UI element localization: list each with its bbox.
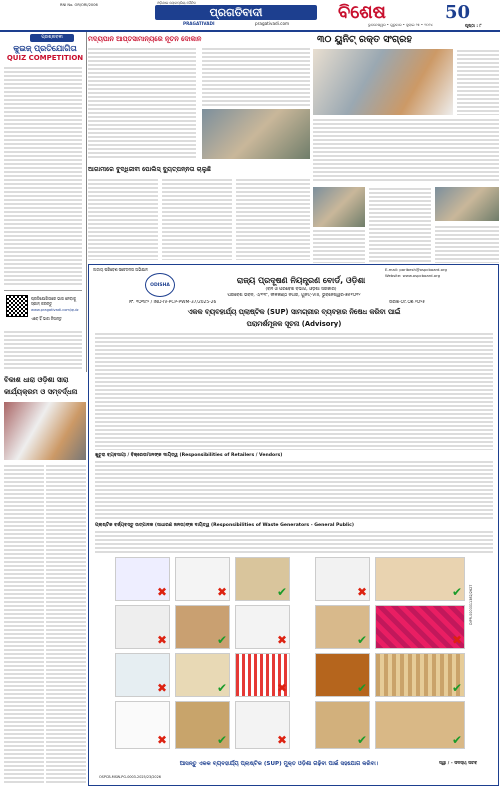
product-stirrers xyxy=(235,605,290,649)
women-story-body-1 xyxy=(88,178,158,260)
development-body-1 xyxy=(4,464,44,784)
quiz-footer-note: ପ୍ରତିଯୋଗିତାରେ ଭାଗ ନେବାକୁ ସ୍କାନ୍ କରନ୍ତୁ xyxy=(31,296,76,307)
right-story xyxy=(313,185,499,263)
tick-icon: ✔ xyxy=(356,681,367,695)
ad-footer-slogan: ଆସନ୍ତୁ ଏକକ ବ୍ୟବହାର୍ଯ୍ୟ ପ୍ଲାଷ୍ଟିକ (SUP) ମୁକ୍ତ ଓଡ଼ିଶା ଗଢ଼ିବା ପାଇଁ ସହଯୋଗ କରିବା। xyxy=(179,761,379,767)
women-story-body-3 xyxy=(236,178,310,260)
cross-icon: ✖ xyxy=(276,681,287,695)
quiz-column xyxy=(2,32,84,372)
ad-dpr-code: OSPCB-MSW-PG-0003-2025/23/2026 xyxy=(99,775,161,779)
ad-intro-text xyxy=(95,332,493,450)
ad-retailer-text xyxy=(95,460,493,520)
column-divider-left xyxy=(86,32,87,372)
right-story-body-1 xyxy=(313,229,365,263)
logo-english: PRAGATIVADI xyxy=(183,21,215,26)
qr-code[interactable] xyxy=(6,295,28,317)
right-story-photo-2 xyxy=(435,187,499,221)
reg-no: RNI No. OR/ORI/2006 xyxy=(60,3,98,7)
product-plastic-plates xyxy=(175,557,230,601)
blood-story-photo xyxy=(313,49,453,115)
ad-side-code: DIPR-0000011382/2627 xyxy=(469,584,473,625)
cross-icon: ✖ xyxy=(156,681,167,695)
right-story-body-3 xyxy=(435,225,499,263)
development-headline-1: ବିକାଶ ଧାରା ଓଡ଼ିଶା ସାରା xyxy=(4,376,69,384)
cross-icon: ✖ xyxy=(356,585,367,599)
blood-story-body xyxy=(313,118,499,183)
ad-contact-email[interactable]: E-mail: paribesh@ospcboard.org xyxy=(385,267,447,272)
women-story xyxy=(88,164,310,262)
product-grid xyxy=(95,557,493,757)
product-bamboo-items xyxy=(375,653,465,697)
product-plastic-straws xyxy=(235,653,290,697)
women-story-headline: ଆଗାମୀରେ ବୁଦ୍ଧିଜୀବୀ ପୋଲିସ୍ ବ୍ୟୁତ୍ପନ୍ନତା ଚାଲୁଛି xyxy=(88,166,211,173)
ad-title: ଏକକ ବ୍ୟବହାର୍ଯ୍ୟ ପ୍ଲାଷ୍ଟିକ (SUP) ସାମଗ୍ରୀର ବ୍ୟବହାର ନିଷେଧ କରିବା ପାଇଁ xyxy=(187,308,401,316)
product-plastic-cutlery xyxy=(115,557,170,601)
quiz-footer-url[interactable]: www.pragativadi.com/quiz xyxy=(31,308,79,312)
section-title: ବିଶେଷ xyxy=(338,2,386,23)
logo-tagline: ଓଡ଼ିଶାର ଲୋକପ୍ରିୟ ଦୈନିକ xyxy=(157,1,197,5)
cross-icon: ✖ xyxy=(276,733,287,747)
top-story xyxy=(88,33,310,163)
blood-story xyxy=(313,33,499,183)
ref-no: ନଂ. ୧୦୩୯୨ / IND-IV-PCP-PWM-37/2025-26 xyxy=(129,300,217,305)
quiz-heading-english: QUIZ COMPETITION xyxy=(6,54,84,62)
product-jute-bags xyxy=(175,701,230,749)
quiz-heading-odia: କୁଇଜ୍ ପ୍ରତିଯୋଗିତା xyxy=(13,43,77,53)
development-headline-2: କାର୍ଯ୍ୟକ୍ରମ ଓ ସମ୍ବର୍ଦ୍ଧନା xyxy=(4,388,78,396)
women-story-body-2 xyxy=(162,178,232,260)
tick-icon: ✔ xyxy=(216,733,227,747)
ad-contact-web[interactable]: Website: www.ospcboard.org xyxy=(385,273,440,278)
development-story xyxy=(2,374,86,786)
product-leaf-plates xyxy=(235,557,290,601)
blood-story-headline: ୩୦ ୟୁନିଟ୍ ରକ୍ତ ସଂଗ୍ରହ xyxy=(317,34,412,45)
cross-icon: ✖ xyxy=(451,633,462,647)
ad-small-print: ଜାତୀୟ ପରିବେଶ ସଚେତନତା ଅଭିଯାନ xyxy=(93,267,148,272)
top-story-body-1 xyxy=(88,47,196,159)
product-areca-plates xyxy=(375,701,465,749)
right-story-photo-1 xyxy=(313,187,365,227)
cross-icon: ✖ xyxy=(156,633,167,647)
cross-icon: ✖ xyxy=(156,585,167,599)
product-earthen-cups xyxy=(315,653,370,697)
ref-date: ତାରିଖ-୦୯.୦୭.୨୦୨୫ xyxy=(389,300,425,305)
cross-icon: ✖ xyxy=(216,585,227,599)
website: pragativadi.com xyxy=(255,21,290,26)
tick-icon: ✔ xyxy=(216,681,227,695)
product-paper-straws xyxy=(375,557,465,601)
quiz-questions xyxy=(4,66,82,286)
tick-icon: ✔ xyxy=(451,733,462,747)
board-logo-text: ODISHA xyxy=(150,283,170,288)
tick-icon: ✔ xyxy=(276,585,287,599)
top-story-body-2 xyxy=(202,47,310,107)
product-decor-items xyxy=(375,605,465,649)
product-paper-bags xyxy=(175,605,230,649)
board-address: ପରିବେଶ ଭବନ, ଏ/୧୧୮, ନୀଳକଣ୍ଠ ନଗର, ୟୁନିଟ୍-VIII, ଭୁବନେଶ୍ୱର-୭୫୧୦୧୨ xyxy=(227,293,361,298)
logo-text: ପ୍ରଗତିବାଦୀ xyxy=(155,5,317,20)
cross-icon: ✖ xyxy=(156,733,167,747)
tick-icon: ✔ xyxy=(451,681,462,695)
quiz-promo xyxy=(4,290,82,330)
product-balloon-sticks xyxy=(235,701,290,749)
product-cloth-bag xyxy=(175,653,230,697)
anniversary-emblem xyxy=(445,2,473,24)
product-plastic-bags xyxy=(115,701,170,749)
ad-section-retailers: ଖୁଚୁରା ବ୍ୟବସାୟୀ / ବିକ୍ରେତାମାନଙ୍କ ଦାୟିତ୍ୱ (Responsibilities of Retailers / Vendors) xyxy=(95,453,283,458)
sup-advertisement xyxy=(88,264,499,786)
board-department: (ବନ ଓ ପରିବେଶ ବିଭାଗ, ଓଡ଼ିଶା ସରକାର) xyxy=(265,287,337,292)
board-title: ରାଜ୍ୟ ପ୍ରଦୂଷଣ ନିୟନ୍ତ୍ରଣ ବୋର୍ଡ, ଓଡ଼ିଶା xyxy=(236,276,366,285)
tick-icon: ✔ xyxy=(356,733,367,747)
quiz-kicker: ପ୍ରଶ୍ନାବଳୀ xyxy=(30,34,74,42)
ad-signature: ସ୍ୱା / - ସଦସ୍ୟ ସଚିବ xyxy=(439,761,478,766)
tick-icon: ✔ xyxy=(356,633,367,647)
development-photo xyxy=(4,402,86,460)
tick-icon: ✔ xyxy=(451,585,462,599)
development-body-2 xyxy=(46,464,86,784)
ad-subtitle: ପରାମର୍ଶମୂଳକ ସୂଚନା (Advisory) xyxy=(246,320,342,328)
masthead xyxy=(0,0,500,30)
tick-icon: ✔ xyxy=(216,633,227,647)
anniversary-number: 50 xyxy=(445,2,471,23)
ad-public-text xyxy=(95,530,493,555)
product-food-containers xyxy=(115,605,170,649)
product-wooden-spoons xyxy=(315,605,370,649)
logo xyxy=(155,1,317,21)
quiz-answers xyxy=(4,330,82,370)
top-story-headline: ମଦ୍ୟପାନ ଆପ୍ତସାମାନ୍ୟରେ ନୂତନ ଦୋକାନ xyxy=(88,35,202,43)
date-line: ଭୁବନେଶ୍ୱର • ଗୁରୁବାର • ଜୁଲାଇ ୨୫ • ୨୦୨୪ xyxy=(368,23,433,27)
product-wooden-cutlery xyxy=(315,701,370,749)
quiz-footer-line: ଏବେ ହିଁ ଭାଗ ନିଅନ୍ତୁ xyxy=(31,316,62,321)
product-cling-wrap xyxy=(115,653,170,697)
blood-story-side xyxy=(457,49,499,115)
page-label: ପୃଷ୍ଠା : ୮ xyxy=(465,23,482,28)
right-story-body-2 xyxy=(369,187,431,263)
cross-icon: ✖ xyxy=(276,633,287,647)
top-story-photo xyxy=(202,109,310,159)
product-plastic-cups xyxy=(315,557,370,601)
ad-section-public: ପ୍ଲାଷ୍ଟିକ ବର୍ଜ୍ୟବସ୍ତୁ ଉତ୍ପାଦକ (ସାଧାରଣ ଜନତା)ଙ୍କ ଦାୟିତ୍ୱ (Responsibilities of Waste Generators - General Public) xyxy=(95,523,354,528)
